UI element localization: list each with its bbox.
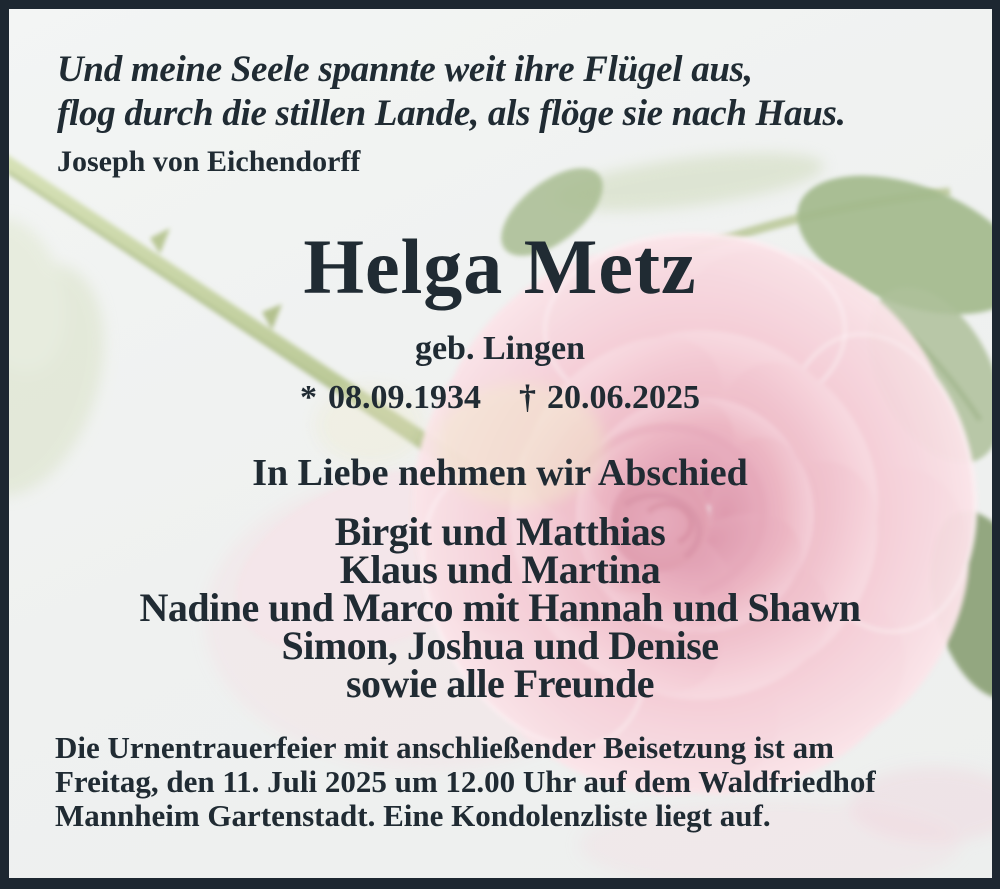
quote-line: Und meine Seele spannte weit ihre Flügel aus,	[57, 49, 753, 90]
birth-star-symbol: *	[300, 379, 317, 416]
farewell-line: In Liebe nehmen wir Abschied	[252, 452, 748, 494]
death-dagger-symbol: †	[519, 379, 536, 416]
mourner-line: Birgit und Matthias	[334, 509, 666, 554]
mourner-line: Klaus und Martina	[339, 547, 661, 592]
deceased-name: Helga Metz	[303, 223, 697, 310]
maiden-name: geb. Lingen	[414, 330, 586, 367]
funeral-info-line: Die Urnentrauerfeier mit anschließender Beisetzung ist am	[55, 730, 834, 765]
life-dates	[0, 379, 1000, 417]
memorial-quote	[57, 48, 846, 136]
mourner-line: Nadine und Marco mit Hannah und Shawn	[139, 585, 861, 630]
funeral-info-line: Mannheim Gartenstadt. Eine Kondolenzliste liegt auf.	[55, 798, 771, 833]
mourner-line: Simon, Joshua und Denise	[281, 623, 719, 668]
birth-date-group	[300, 379, 481, 417]
death-date: 20.06.2025	[547, 379, 700, 416]
quote-attribution: Joseph von Eichendorff	[57, 145, 361, 178]
funeral-info-line: Freitag, den 11. Juli 2025 um 12.00 Uhr auf dem Waldfriedhof	[55, 764, 876, 799]
quote-line: flog durch die stillen Lande, als flöge sie nach Haus.	[57, 93, 846, 134]
birth-date: 08.09.1934	[328, 379, 481, 416]
mourners-list	[0, 509, 1000, 706]
funeral-info	[55, 731, 960, 833]
mourner-line: sowie alle Freunde	[345, 661, 654, 706]
death-date-group	[519, 379, 700, 417]
